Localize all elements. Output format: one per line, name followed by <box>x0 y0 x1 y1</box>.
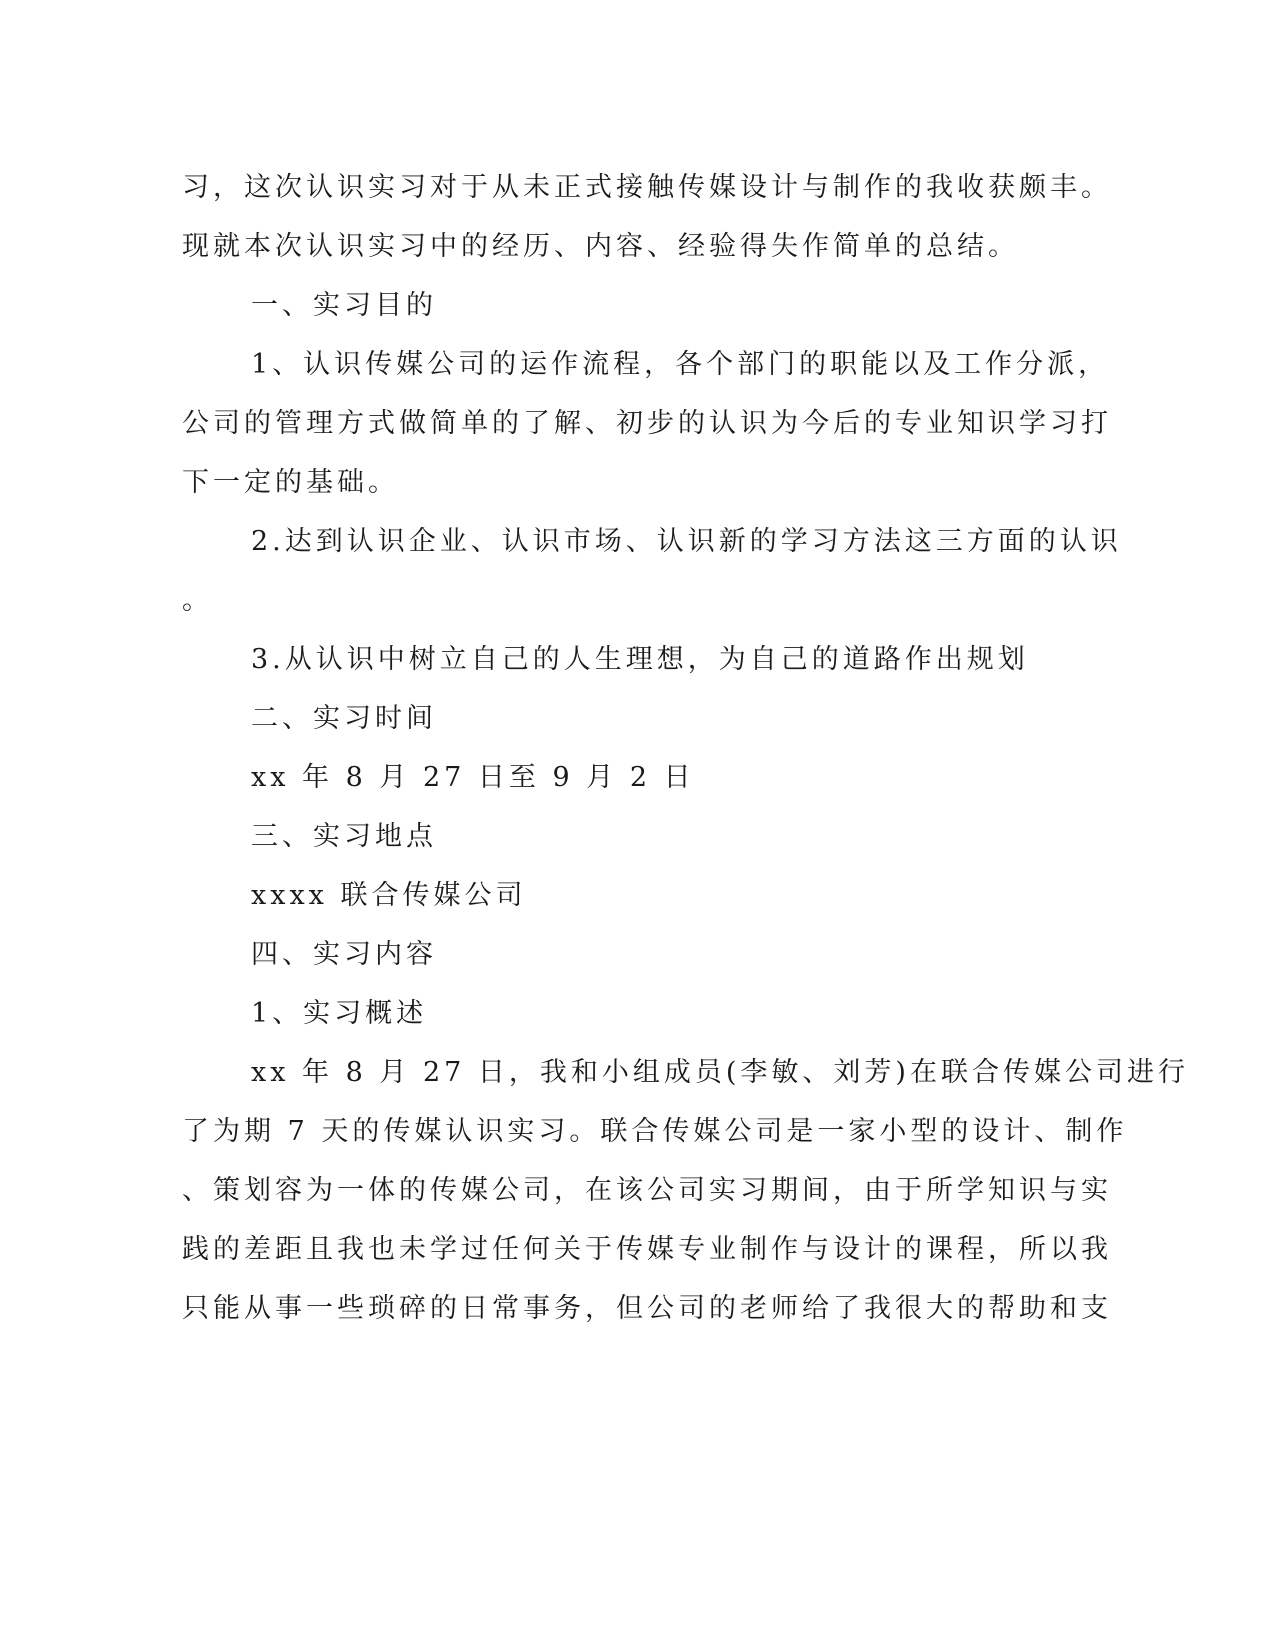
body-line: 只能从事一些琐碎的日常事务，但公司的老师给了我很大的帮助和支 <box>182 1293 1112 1324</box>
section-heading: 三、实习地点 <box>251 821 437 852</box>
body-line: 2.达到认识企业、认识市场、认识新的学习方法这三方面的认识 <box>251 526 1122 557</box>
body-line: 了为期 7 天的传媒认识实习。联合传媒公司是一家小型的设计、制作 <box>182 1116 1128 1147</box>
body-line: 践的差距且我也未学过任何关于传媒专业制作与设计的课程，所以我 <box>182 1234 1112 1265</box>
body-line: xx 年 8 月 27 日至 9 月 2 日 <box>251 762 695 793</box>
body-line: 。 <box>182 585 213 616</box>
body-line: 现就本次认识实习中的经历、内容、经验得失作简单的总结。 <box>182 231 1019 262</box>
body-line: 、策划容为一体的传媒公司，在该公司实习期间，由于所学知识与实 <box>182 1175 1112 1206</box>
subsection-heading: 1、实习概述 <box>251 998 428 1029</box>
body-line: 1、认识传媒公司的运作流程，各个部门的职能以及工作分派， <box>251 349 1110 380</box>
body-line: xxxx 联合传媒公司 <box>251 880 527 911</box>
section-heading: 四、实习内容 <box>251 939 437 970</box>
section-heading: 一、实习目的 <box>251 290 437 321</box>
body-line: 下一定的基础。 <box>182 467 399 498</box>
body-line: xx 年 8 月 27 日，我和小组成员(李敏、刘芳)在联合传媒公司进行 <box>251 1057 1189 1088</box>
document-body <box>182 158 1189 1338</box>
body-line: 公司的管理方式做简单的了解、初步的认识为今后的专业知识学习打 <box>182 408 1112 439</box>
body-line: 习，这次认识实习对于从未正式接触传媒设计与制作的我收获颇丰。 <box>182 172 1112 203</box>
body-line: 3.从认识中树立自己的人生理想，为自己的道路作出规划 <box>251 644 1029 675</box>
section-heading: 二、实习时间 <box>251 703 437 734</box>
